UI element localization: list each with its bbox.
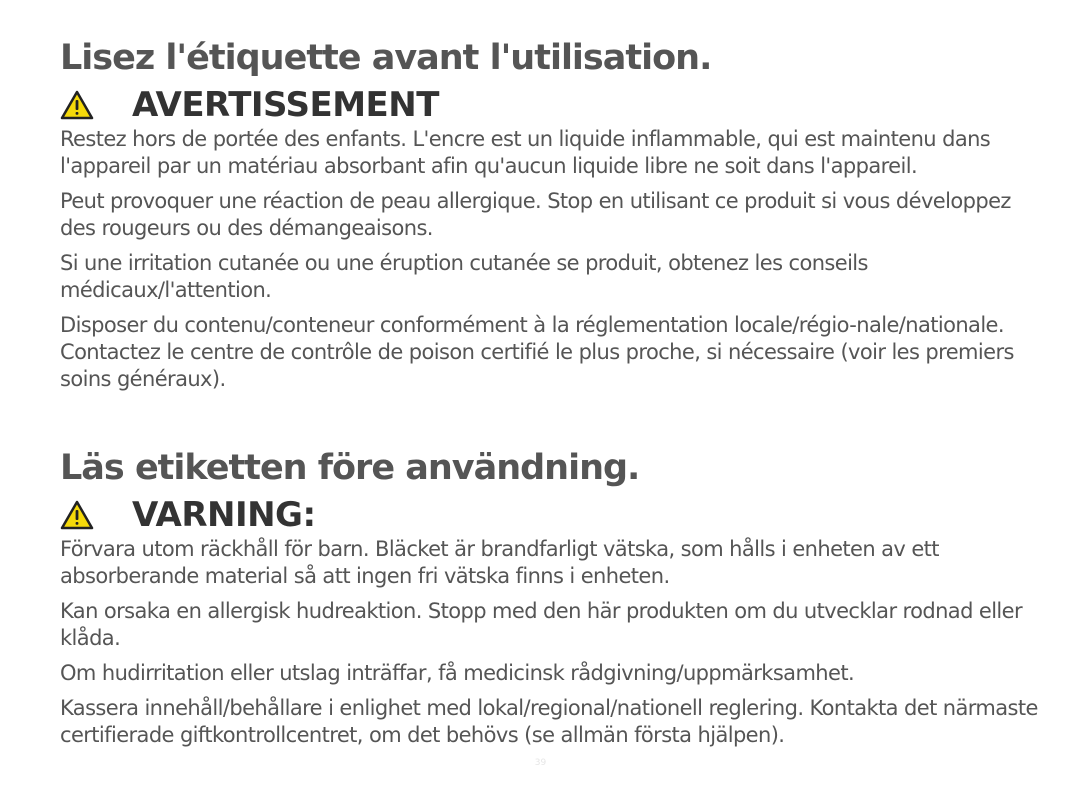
page-number: 39	[534, 758, 547, 768]
warning-paragraph: Restez hors de portée des enfants. L'encre est un liquide inflammable, qui est maintenu dans l'appareil par un matériau absorbant afin qu'aucun liquide libre ne soit dans l'appareil.	[60, 127, 991, 178]
section-heading: Lisez l'étiquette avant l'utilisation.	[60, 38, 712, 78]
warning-paragraph: Peut provoquer une réaction de peau allergique. Stop en utilisant ce produit si vous développez des rougeurs ou des démangeaisons.	[60, 189, 1011, 240]
warning-paragraph: Förvara utom räckhåll för barn. Bläcket är brandfarligt vätska, som hålls i enheten av ett absorberande material så att ingen fri vätska finns i enheten.	[60, 537, 939, 588]
warning-paragraph: Kan orsaka en allergisk hudreaktion. Stopp med den här produkten om du utvecklar rodnad eller klåda.	[60, 599, 1023, 650]
warning-paragraph: Disposer du contenu/conteneur conformément à la réglementation locale/régio-nale/nationale. Contactez le centre de contrôle de poison certifié le plus proche, si nécessaire (voir les premiers soins généraux).	[60, 313, 1014, 391]
warning-paragraph: Kassera innehåll/behållare i enlighet med lokal/regional/nationell reglering. Kontakta det närmaste certifierade giftkontrollcentret, om det behövs (se allmän första hjälpen).	[60, 696, 1038, 747]
warning-paragraph: Om hudirritation eller utslag inträffar, få medicinsk rådgivning/uppmärksamhet.	[60, 661, 855, 685]
warning-header	[60, 84, 1050, 126]
section-heading: Läs etiketten före användning.	[60, 448, 640, 488]
warning-title: AVERTISSEMENT	[132, 85, 439, 125]
warning-triangle-icon	[60, 90, 94, 120]
warning-paragraph: Si une irritation cutanée ou une éruption cutanée se produit, obtenez les conseils médicaux/l'attention.	[60, 251, 868, 302]
section-french	[60, 34, 1050, 401]
warning-triangle-icon	[60, 500, 94, 530]
section-swedish	[60, 444, 1050, 757]
warning-title: VARNING:	[132, 495, 316, 535]
warning-header	[60, 494, 1050, 536]
